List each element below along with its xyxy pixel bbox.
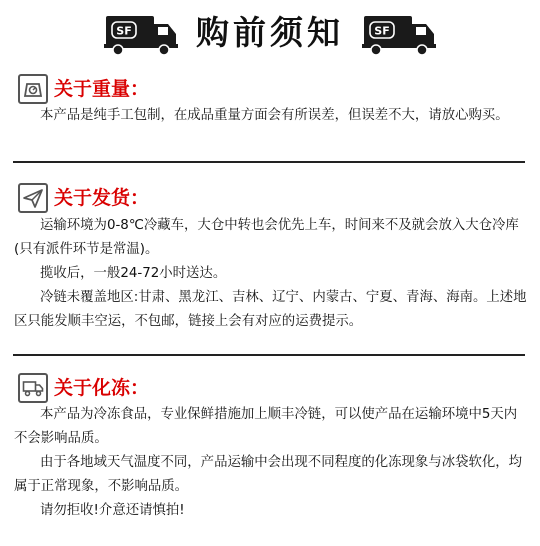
section-weight (0, 74, 540, 152)
section-title: 关于发货： (54, 187, 150, 209)
paragraph: 冷链未覆盖地区:甘肃、黑龙江、吉林、辽宁、内蒙古、宁夏、青海、海南。上述地区只能发顺丰空运，不包邮，链接上会有对应的运费提示。 (14, 290, 527, 329)
paragraph: 运输环境为0-8℃冷藏车，大仓中转也会优先上车，时间来不及就会放入大仓冷库(只有派件环节是常温)。 (14, 218, 519, 257)
paragraph: 揽收后，一般24-72小时送达。 (40, 266, 227, 281)
section-thawing (0, 373, 540, 533)
section-divider (13, 161, 525, 163)
section-divider (13, 354, 525, 356)
section-shipping (0, 183, 540, 338)
truck-badge-text: SF (116, 24, 132, 38)
sf-truck-icon (362, 10, 438, 56)
section-body (14, 214, 528, 334)
section-body (14, 403, 528, 523)
truck-badge-text: SF (374, 24, 390, 38)
page-header (0, 0, 540, 66)
section-title: 关于重量： (54, 78, 150, 100)
sf-truck-icon (104, 10, 180, 56)
section-title: 关于化冻： (54, 377, 150, 399)
delivery-truck-icon (18, 373, 48, 403)
page-title: 购前须知 (196, 13, 344, 52)
paragraph: 请勿拒收!介意还请慎拍! (40, 503, 185, 518)
paragraph: 本产品是纯手工包制，在成品重量方面会有所误差，但误差不大，请放心购买。 (40, 108, 509, 123)
section-body (14, 104, 528, 128)
paragraph: 本产品为冷冻食品，专业保鲜措施加上顺丰冷链，可以使产品在运输环境中5天内不会影响品质。 (14, 407, 518, 446)
scale-icon (18, 74, 48, 104)
paper-plane-icon (18, 183, 48, 213)
paragraph: 由于各地域天气温度不同，产品运输中会出现不同程度的化冻现象与冰袋软化，均属于正常现象，不影响品质。 (14, 455, 523, 494)
